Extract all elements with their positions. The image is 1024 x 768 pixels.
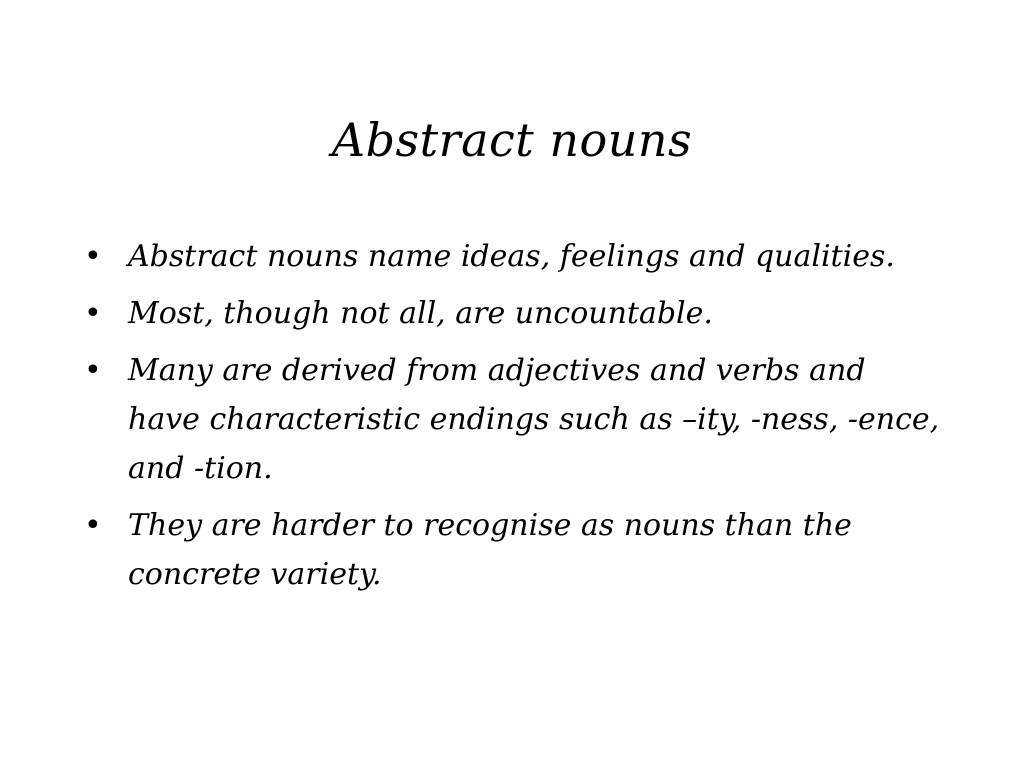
slide-title: Abstract nouns <box>331 113 693 167</box>
bullet-text: Most, though not all, are uncountable. <box>128 296 713 331</box>
bullet-icon: • <box>84 239 102 274</box>
bullet-item <box>84 346 944 493</box>
bullet-item <box>84 501 944 599</box>
bullet-icon: • <box>84 296 102 331</box>
bullet-item <box>84 232 944 281</box>
bullet-item <box>84 289 944 338</box>
bullet-text: They are harder to recognise as nouns than the concrete variety. <box>128 508 852 592</box>
bullet-list <box>84 232 944 607</box>
bullet-text: Abstract nouns name ideas, feelings and qualities. <box>128 239 895 274</box>
bullet-icon: • <box>84 353 102 388</box>
bullet-icon: • <box>84 508 102 543</box>
bullet-text: Many are derived from adjectives and verbs and have characteristic endings such as –ity, -ness, -ence, and -tion. <box>128 353 940 486</box>
